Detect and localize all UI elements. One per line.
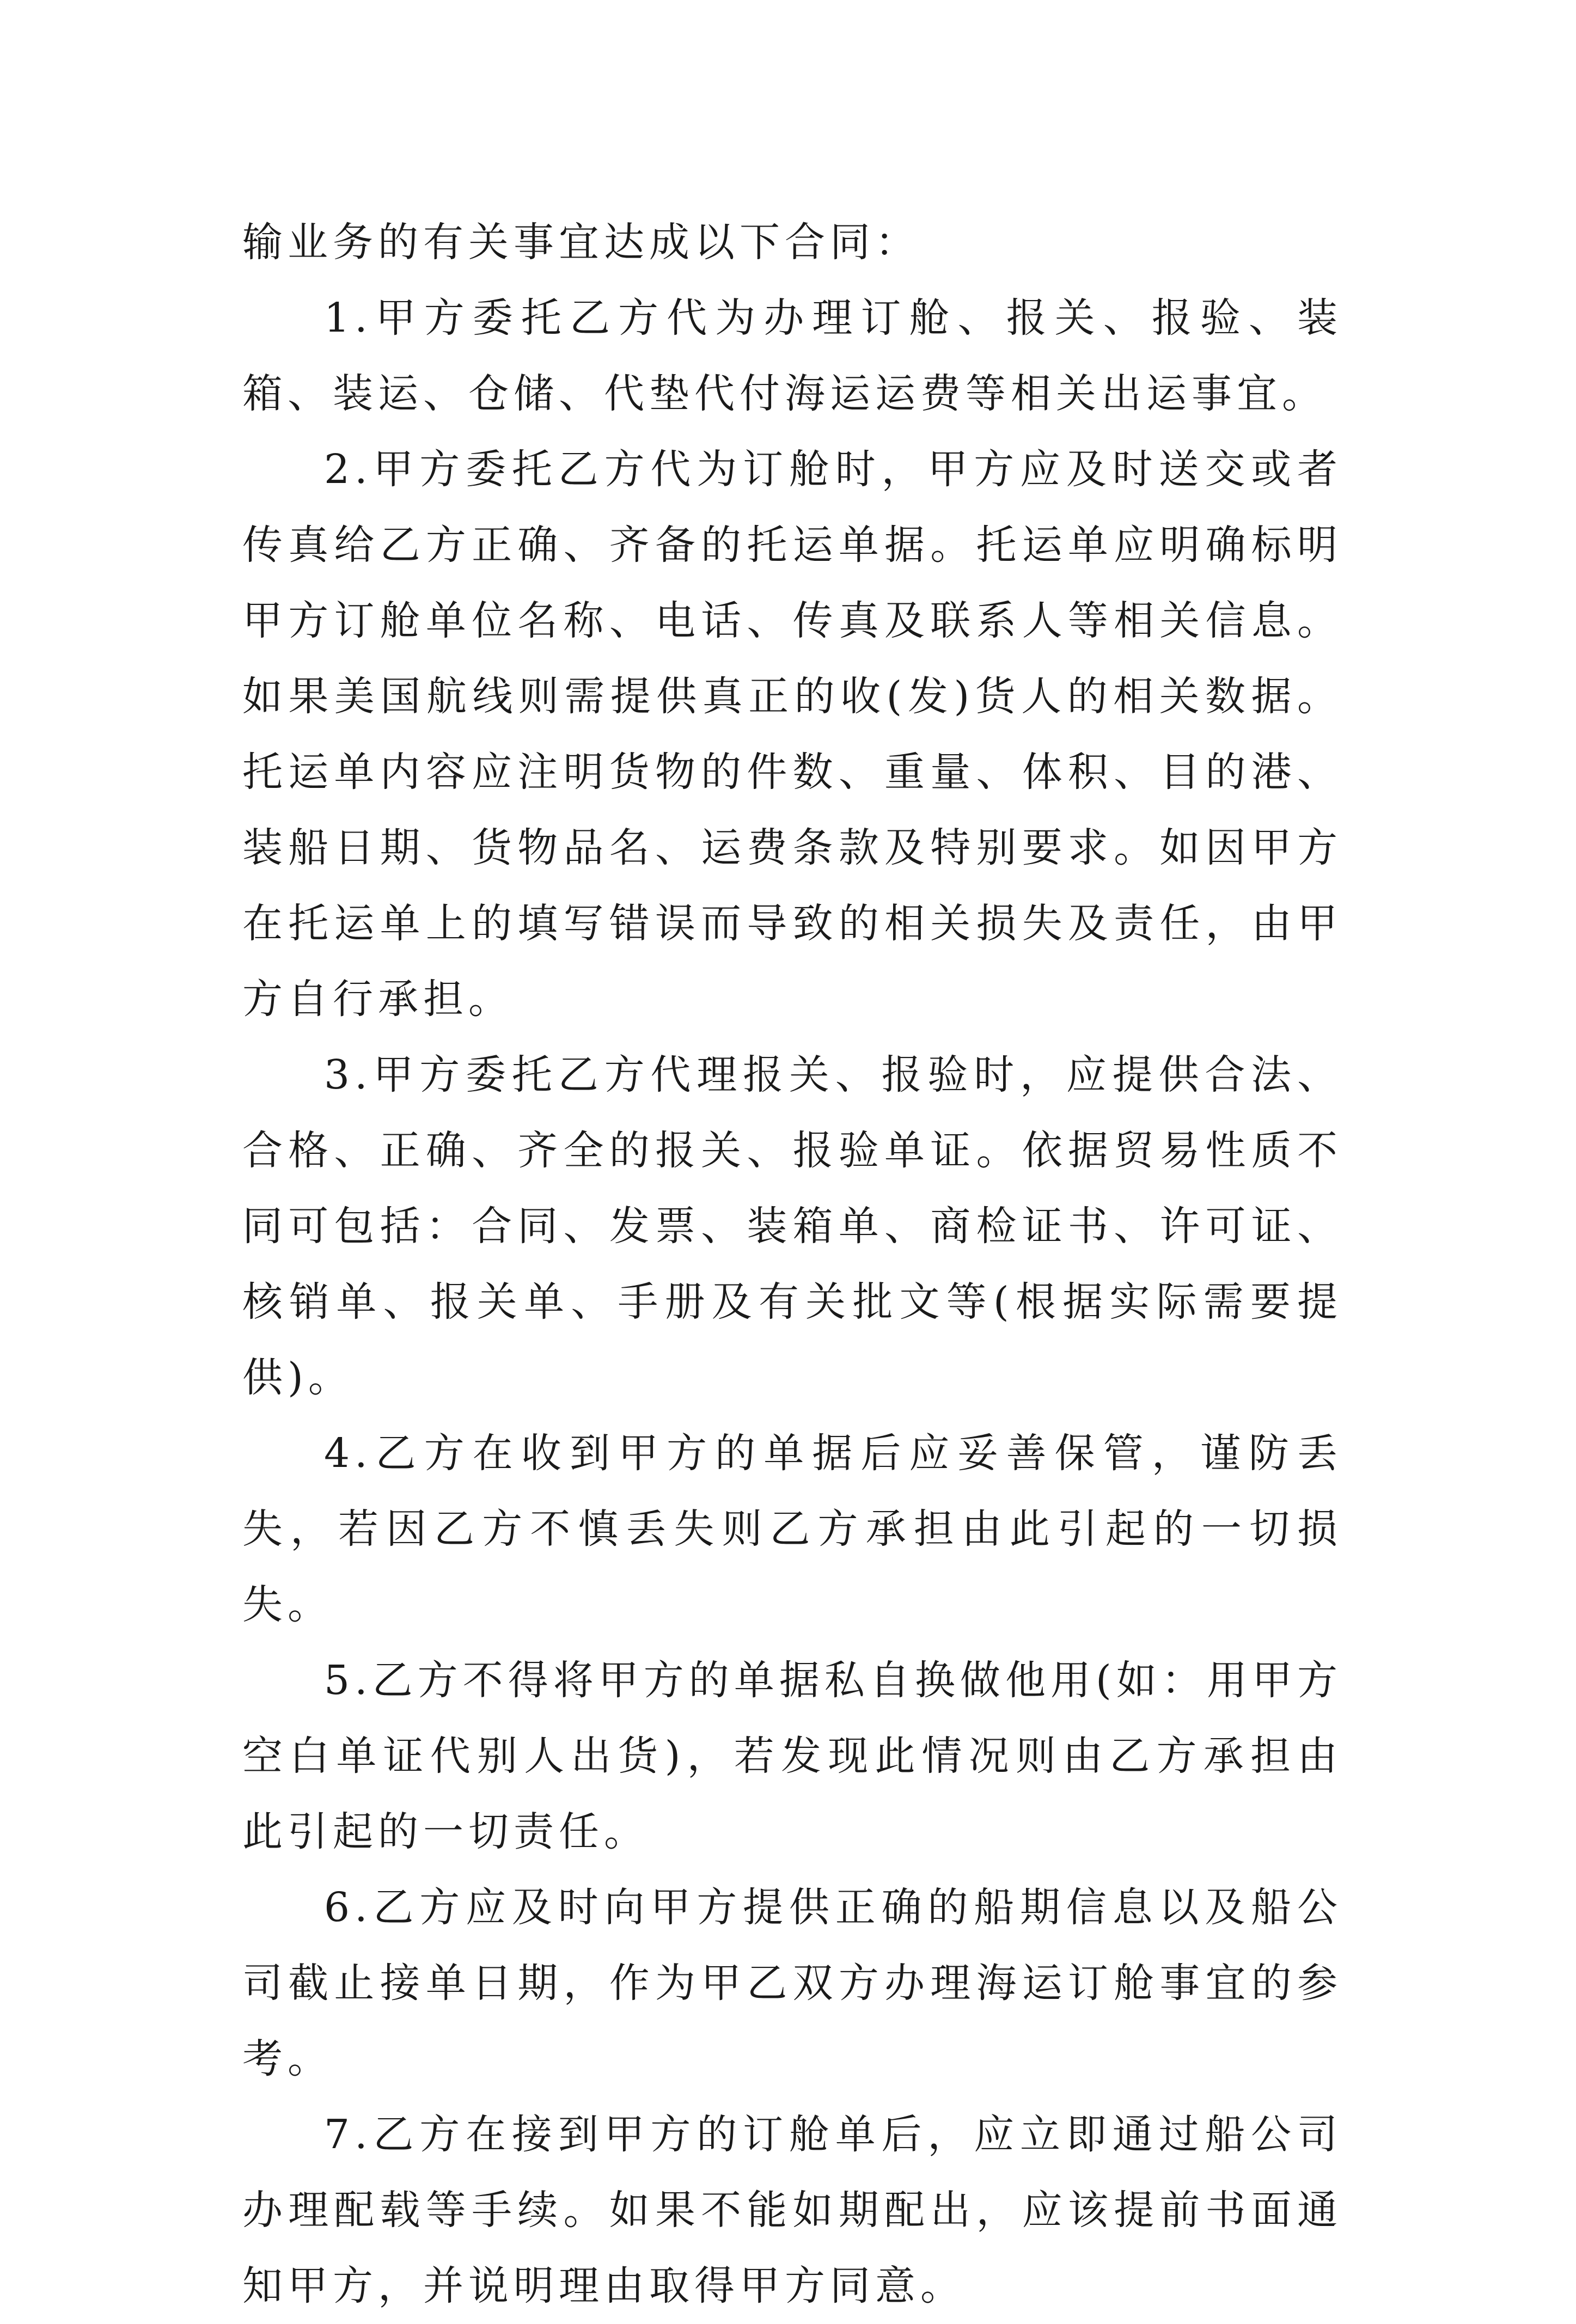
clause-3: 3.甲方委托乙方代理报关、报验时，应提供合法、合格、正确、齐全的报关、报验单证。依据贸易性质不同可包括：合同、发票、装箱单、商检证书、许可证、核销单、报关单、手册及有关批文等(根据实际需要提供)。 [242, 1051, 1342, 1401]
clause-1: 1.甲方委托乙方代为办理订舱、报关、报验、装箱、装运、仓储、代垫代付海运运费等相关出运事宜。 [242, 295, 1342, 417]
clause-5: 5.乙方不得将甲方的单据私自换做他用(如：用甲方空白单证代别人出货)，若发现此情况则由乙方承担由此引起的一切责任。 [242, 1657, 1342, 1855]
clause-2: 2.甲方委托乙方代为订舱时，甲方应及时送交或者传真给乙方正确、齐备的托运单据。托运单应明确标明甲方订舱单位名称、电话、传真及联系人等相关信息。如果美国航线则需提供真正的收(发)货人的相关数据。托运单内容应注明货物的件数、重量、体积、目的港、装船日期、货物品名、运费条款及特别要求。如因甲方在托运单上的填写错误而导致的相关损失及责任，由甲方自行承担。 [242, 446, 1342, 1023]
paragraph-intro: 输业务的有关事宜达成以下合同： [242, 219, 920, 266]
clause-6: 6.乙方应及时向甲方提供正确的船期信息以及船公司截止接单日期，作为甲乙双方办理海运订舱事宜的参考。 [242, 1884, 1342, 2082]
clause-7: 7.乙方在接到甲方的订舱单后，应立即通过船公司办理配载等手续。如果不能如期配出，应该提前书面通知甲方，并说明理由取得甲方同意。 [242, 2111, 1342, 2309]
contract-body [242, 205, 1342, 2324]
clause-4: 4.乙方在收到甲方的单据后应妥善保管，谨防丢失，若因乙方不慎丢失则乙方承担由此引起的一切损失。 [242, 1430, 1342, 1628]
